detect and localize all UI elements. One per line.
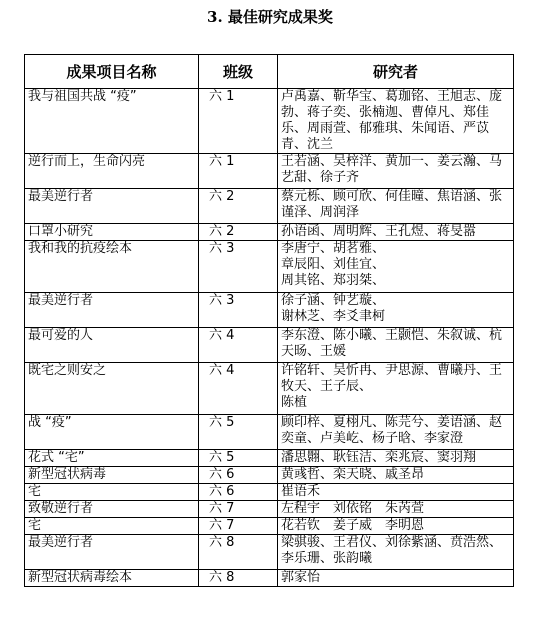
class-cell: 六 6 xyxy=(199,484,278,501)
table-header-row xyxy=(25,55,514,89)
researchers-cell: 潘思翾、耿钰洁、栾兆宸、窦羽翔 xyxy=(278,450,514,467)
class-cell: 六 8 xyxy=(199,535,278,570)
researchers-cell: 黄彧哲、栾天晓、戚圣昂 xyxy=(278,467,514,484)
project-name-cell: 逆行而上，生命闪亮 xyxy=(25,154,199,189)
class-cell: 六 5 xyxy=(199,450,278,467)
project-name-cell: 花式 “宅” xyxy=(25,450,199,467)
researchers-cell: 顾印梓、夏栩凡、陈芫兮、姜语涵、赵奕童、卢美屹、杨子晗、李家澄 xyxy=(278,415,514,450)
table-row xyxy=(25,450,514,467)
table-row xyxy=(25,293,514,328)
project-name-cell: 我和我的抗疫绘本 xyxy=(25,241,199,293)
researchers-cell: 李东澄、陈小曦、王颢恺、朱叙诚、杭天旸、王媛 xyxy=(278,328,514,363)
table-row xyxy=(25,328,514,363)
class-cell: 六 1 xyxy=(199,154,278,189)
class-cell: 六 7 xyxy=(199,518,278,535)
project-name-cell: 最美逆行者 xyxy=(25,189,199,224)
table-row xyxy=(25,415,514,450)
class-cell: 六 1 xyxy=(199,89,278,154)
class-cell: 六 2 xyxy=(199,189,278,224)
table-row xyxy=(25,224,514,241)
project-name-cell: 致敬逆行者 xyxy=(25,501,199,518)
class-cell: 六 2 xyxy=(199,224,278,241)
class-cell: 六 3 xyxy=(199,241,278,293)
project-name-cell: 我与祖国共战 “疫” xyxy=(25,89,199,154)
table-row xyxy=(25,518,514,535)
researchers-cell: 梁骐骏、王君仪、刘徐紫涵、贲浩然、李乐珊、张韵曦 xyxy=(278,535,514,570)
table-row xyxy=(25,189,514,224)
researchers-cell: 孙语函、周明辉、王孔煜、蒋旻嚣 xyxy=(278,224,514,241)
researchers-cell: 徐子涵、钟艺璇、 谢林芝、李爻聿柯 xyxy=(278,293,514,328)
table-row xyxy=(25,501,514,518)
header-project-name: 成果项目名称 xyxy=(25,55,199,89)
project-name-cell: 最美逆行者 xyxy=(25,535,199,570)
project-name-cell: 既宅之则安之 xyxy=(25,363,199,415)
class-cell: 六 7 xyxy=(199,501,278,518)
awards-table xyxy=(24,54,514,587)
researchers-cell: 许铭轩、吴忻冉、尹思源、曹曦丹、王牧天、王子辰、 陈植 xyxy=(278,363,514,415)
header-researchers: 研究者 xyxy=(278,55,514,89)
researchers-cell: 李唐宁、胡茗雅、 章辰阳、刘佳宜、 周其铭、郑羽桀、 xyxy=(278,241,514,293)
class-cell: 六 8 xyxy=(199,570,278,587)
page-title: 3. 最佳研究成果奖 xyxy=(207,8,333,26)
table-row xyxy=(25,570,514,587)
researchers-cell: 崔语禾 xyxy=(278,484,514,501)
researchers-cell: 蔡元栎、顾可欣、何佳曈、焦语涵、张谨泽、周润泽 xyxy=(278,189,514,224)
table-row xyxy=(25,241,514,293)
project-name-cell: 新型冠状病毒绘本 xyxy=(25,570,199,587)
researchers-cell: 卢禹嘉、靳华宝、葛珈铭、王旭志、庞勃、蒋子奕、张楠迦、曹倬凡、郑佳乐、周雨萱、郁雅琪、朱闻语、严苡青、沈兰 xyxy=(278,89,514,154)
table-row xyxy=(25,467,514,484)
researchers-cell: 郭家怡 xyxy=(278,570,514,587)
project-name-cell: 新型冠状病毒 xyxy=(25,467,199,484)
class-cell: 六 4 xyxy=(199,363,278,415)
table-row xyxy=(25,89,514,154)
project-name-cell: 宅 xyxy=(25,518,199,535)
class-cell: 六 3 xyxy=(199,293,278,328)
researchers-cell: 左程宇 刘依铭 朱芮萱 xyxy=(278,501,514,518)
class-cell: 六 6 xyxy=(199,467,278,484)
table-row xyxy=(25,363,514,415)
project-name-cell: 最美逆行者 xyxy=(25,293,199,328)
project-name-cell: 宅 xyxy=(25,484,199,501)
class-cell: 六 4 xyxy=(199,328,278,363)
project-name-cell: 最可爱的人 xyxy=(25,328,199,363)
researchers-cell: 王若涵、吴梓洋、黄加一、姜云瀚、马艺甜、徐子齐 xyxy=(278,154,514,189)
table-row xyxy=(25,484,514,501)
project-name-cell: 口罩小研究 xyxy=(25,224,199,241)
class-cell: 六 5 xyxy=(199,415,278,450)
table-row xyxy=(25,535,514,570)
header-class: 班级 xyxy=(199,55,278,89)
researchers-cell: 花若钦 姜子威 李明恩 xyxy=(278,518,514,535)
table-row xyxy=(25,154,514,189)
project-name-cell: 战 “疫” xyxy=(25,415,199,450)
